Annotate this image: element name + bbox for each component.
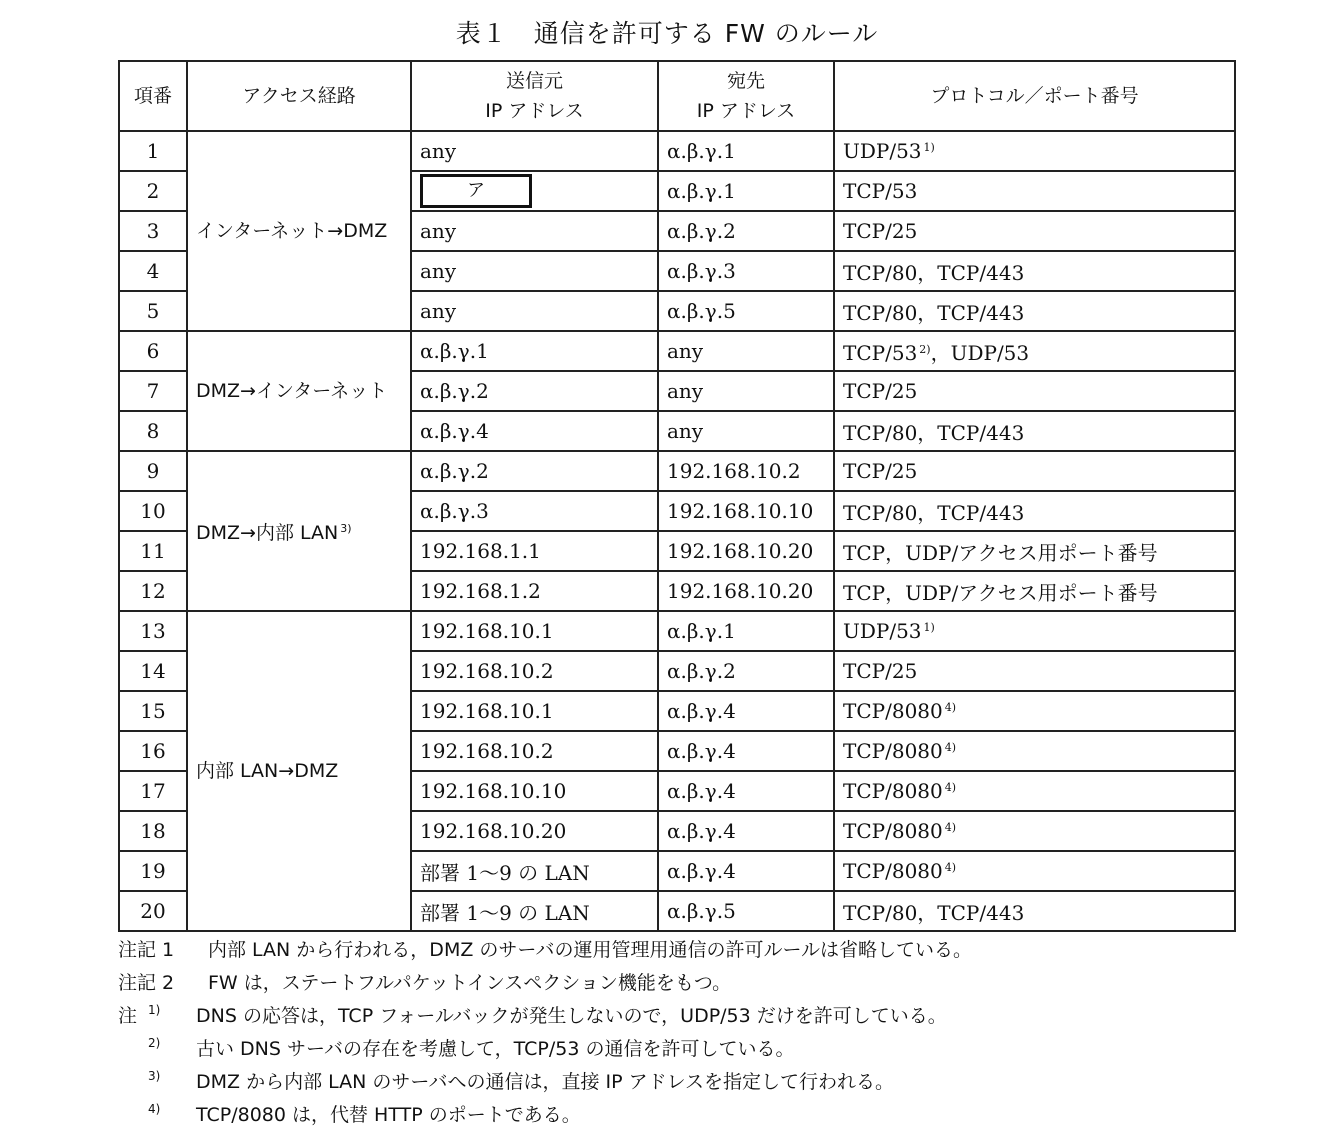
protocol-cell <box>834 291 1235 331</box>
protocol-cell <box>834 691 1235 731</box>
footnote-2-text: 古い DNS サーバの存在を考慮して，TCP/53 の通信を許可している。 <box>196 1038 795 1060</box>
note-2-label: 注記 2 <box>118 972 175 994</box>
row-number: 12 <box>119 571 187 611</box>
protocol-text: TCP/53 <box>843 340 918 365</box>
footnote-ref: 4) <box>944 701 957 714</box>
notes-section <box>118 934 1298 1132</box>
source-ip-cell: 192.168.10.20 <box>411 811 658 851</box>
source-ip-cell: 192.168.10.2 <box>411 651 658 691</box>
footnote-4-text: TCP/8080 は，代替 HTTP のポートである。 <box>196 1104 581 1126</box>
source-ip-cell: 部署 1～9 の LAN <box>411 851 658 891</box>
dest-ip-cell: α.β.γ.4 <box>658 771 834 811</box>
access-path-cell: DMZ→インターネット <box>187 331 411 451</box>
source-ip-cell: α.β.γ.1 <box>411 331 658 371</box>
header-dst-line2: IP アドレス <box>696 100 796 122</box>
protocol-cell <box>834 651 1235 691</box>
protocol-text: TCP，UDP/アクセス用ポート番号 <box>843 540 1158 565</box>
footnote-2-num: 2) <box>148 1036 161 1050</box>
protocol-cell <box>834 411 1235 451</box>
header-path: アクセス経路 <box>187 61 411 131</box>
footnote-1-num: 1) <box>148 1003 161 1017</box>
protocol-text: TCP/8080 <box>843 779 943 803</box>
source-ip-cell: any <box>411 291 658 331</box>
source-ip-cell: 192.168.1.2 <box>411 571 658 611</box>
source-ip-cell <box>411 171 658 211</box>
source-ip-cell: α.β.γ.2 <box>411 451 658 491</box>
protocol-cell <box>834 131 1235 171</box>
protocol-cell <box>834 811 1235 851</box>
note-1-text: 内部 LAN から行われる，DMZ のサーバの運用管理用通信の許可ルールは省略している。 <box>208 939 973 961</box>
dest-ip-cell: any <box>658 371 834 411</box>
protocol-cell <box>834 611 1235 651</box>
row-number: 13 <box>119 611 187 651</box>
header-dst-line1: 宛先 <box>726 70 765 92</box>
footnote-3 <box>118 1066 1298 1099</box>
protocol-text: TCP/80，TCP/443 <box>843 420 1025 445</box>
access-path-cell <box>187 451 411 611</box>
source-ip-cell: 192.168.10.2 <box>411 731 658 771</box>
table-row <box>119 131 1235 171</box>
footnote-ref: 1) <box>923 141 935 154</box>
access-path-cell: 内部 LAN→DMZ <box>187 611 411 931</box>
dest-ip-cell: 192.168.10.10 <box>658 491 834 531</box>
protocol-cell <box>834 371 1235 411</box>
protocol-text: TCP/25 <box>843 659 918 683</box>
footnote-ref: 4) <box>944 781 957 794</box>
table-row <box>119 331 1235 371</box>
protocol-text: TCP/8080 <box>843 859 943 883</box>
dest-ip-cell: any <box>658 411 834 451</box>
dest-ip-cell: α.β.γ.4 <box>658 731 834 771</box>
row-number: 15 <box>119 691 187 731</box>
protocol-cell <box>834 571 1235 611</box>
footnote-2 <box>118 1033 1298 1066</box>
row-number: 3 <box>119 211 187 251</box>
protocol-cell <box>834 891 1235 931</box>
protocol-text: TCP/80，TCP/443 <box>843 500 1025 525</box>
protocol-cell <box>834 731 1235 771</box>
source-ip-cell: 192.168.10.10 <box>411 771 658 811</box>
dest-ip-cell: 192.168.10.2 <box>658 451 834 491</box>
row-number: 5 <box>119 291 187 331</box>
footnote-1 <box>118 1000 1298 1033</box>
dest-ip-cell: α.β.γ.1 <box>658 171 834 211</box>
protocol-text: TCP/80，TCP/443 <box>843 300 1025 325</box>
footnote-4-num: 4) <box>148 1102 161 1116</box>
note-1 <box>118 934 1298 967</box>
source-ip-cell: α.β.γ.3 <box>411 491 658 531</box>
source-ip-cell: any <box>411 211 658 251</box>
protocol-cell <box>834 451 1235 491</box>
dest-ip-cell: 192.168.10.20 <box>658 571 834 611</box>
row-number: 14 <box>119 651 187 691</box>
footnote-4 <box>118 1099 1298 1132</box>
row-number: 6 <box>119 331 187 371</box>
dest-ip-cell: α.β.γ.4 <box>658 851 834 891</box>
row-number: 4 <box>119 251 187 291</box>
table-row <box>119 451 1235 491</box>
protocol-text: TCP/53 <box>843 179 918 203</box>
header-src <box>411 61 658 131</box>
protocol-text: TCP/8080 <box>843 819 943 843</box>
protocol-cell <box>834 171 1235 211</box>
table-body <box>119 131 1235 931</box>
dest-ip-cell: α.β.γ.4 <box>658 691 834 731</box>
fw-rules-table <box>118 60 1236 932</box>
protocol-text: TCP/8080 <box>843 739 943 763</box>
header-dst <box>658 61 834 131</box>
protocol-cell <box>834 331 1235 371</box>
protocol-cell <box>834 211 1235 251</box>
source-ip-cell: 192.168.10.1 <box>411 691 658 731</box>
dest-ip-cell: any <box>658 331 834 371</box>
protocol-cell <box>834 251 1235 291</box>
row-number: 2 <box>119 171 187 211</box>
row-number: 18 <box>119 811 187 851</box>
footnote-ref: 1) <box>923 621 935 634</box>
dest-ip-cell: α.β.γ.5 <box>658 891 834 931</box>
protocol-text: TCP，UDP/アクセス用ポート番号 <box>843 580 1158 605</box>
protocol-text: TCP/8080 <box>843 699 943 723</box>
dest-ip-cell: α.β.γ.2 <box>658 651 834 691</box>
answer-blank-box: ア <box>420 174 532 208</box>
source-ip-cell: α.β.γ.2 <box>411 371 658 411</box>
protocol-cell <box>834 531 1235 571</box>
protocol-text: TCP/25 <box>843 379 918 403</box>
row-number: 11 <box>119 531 187 571</box>
header-src-line2: IP アドレス <box>485 100 584 122</box>
footnote-label: 注 <box>118 1005 138 1027</box>
row-number: 1 <box>119 131 187 171</box>
footnote-1-text: DNS の応答は，TCP フォールバックが発生しないので，UDP/53 だけを許可している。 <box>196 1005 947 1027</box>
source-ip-cell: 部署 1～9 の LAN <box>411 891 658 931</box>
footnote-ref: 3) <box>340 522 352 535</box>
dest-ip-cell: α.β.γ.2 <box>658 211 834 251</box>
row-number: 7 <box>119 371 187 411</box>
dest-ip-cell: α.β.γ.5 <box>658 291 834 331</box>
row-number: 10 <box>119 491 187 531</box>
protocol-text-after: ，UDP/53 <box>930 340 1030 365</box>
row-number: 17 <box>119 771 187 811</box>
protocol-text: TCP/80，TCP/443 <box>843 260 1025 285</box>
row-number: 9 <box>119 451 187 491</box>
source-ip-cell: any <box>411 131 658 171</box>
protocol-text: TCP/25 <box>843 219 918 243</box>
table-title: 表１ 通信を許可する FW のルール <box>455 19 879 48</box>
protocol-text: TCP/80，TCP/443 <box>843 900 1025 925</box>
note-2-text: FW は，ステートフルパケットインスペクション機能をもつ。 <box>208 972 732 994</box>
row-number: 19 <box>119 851 187 891</box>
dest-ip-cell: α.β.γ.4 <box>658 811 834 851</box>
source-ip-cell: 192.168.10.1 <box>411 611 658 651</box>
footnote-ref: 4) <box>944 741 957 754</box>
protocol-text: UDP/53 <box>843 139 922 163</box>
footnote-3-num: 3) <box>148 1069 161 1083</box>
header-no: 項番 <box>119 61 187 131</box>
dest-ip-cell: α.β.γ.3 <box>658 251 834 291</box>
table-header-row <box>119 61 1235 131</box>
footnote-ref: 4) <box>944 861 957 874</box>
note-1-label: 注記 1 <box>118 939 175 961</box>
access-path-cell: インターネット→DMZ <box>187 131 411 331</box>
protocol-text: UDP/53 <box>843 619 922 643</box>
protocol-cell <box>834 851 1235 891</box>
access-path-text: DMZ→内部 LAN <box>196 522 339 544</box>
dest-ip-cell: 192.168.10.20 <box>658 531 834 571</box>
footnote-ref: 2) <box>919 342 931 356</box>
footnote-3-text: DMZ から内部 LAN のサーバへの通信は，直接 IP アドレスを指定して行われる。 <box>196 1071 895 1093</box>
header-src-line1: 送信元 <box>505 70 563 92</box>
protocol-cell <box>834 491 1235 531</box>
row-number: 20 <box>119 891 187 931</box>
footnote-ref: 4) <box>944 821 957 834</box>
row-number: 8 <box>119 411 187 451</box>
protocol-cell <box>834 771 1235 811</box>
source-ip-cell: 192.168.1.1 <box>411 531 658 571</box>
table-row <box>119 611 1235 651</box>
dest-ip-cell: α.β.γ.1 <box>658 611 834 651</box>
source-ip-cell: α.β.γ.4 <box>411 411 658 451</box>
source-ip-cell: any <box>411 251 658 291</box>
header-proto: プロトコル／ポート番号 <box>834 61 1235 131</box>
dest-ip-cell: α.β.γ.1 <box>658 131 834 171</box>
note-2 <box>118 967 1298 1000</box>
protocol-text: TCP/25 <box>843 459 918 483</box>
row-number: 16 <box>119 731 187 771</box>
